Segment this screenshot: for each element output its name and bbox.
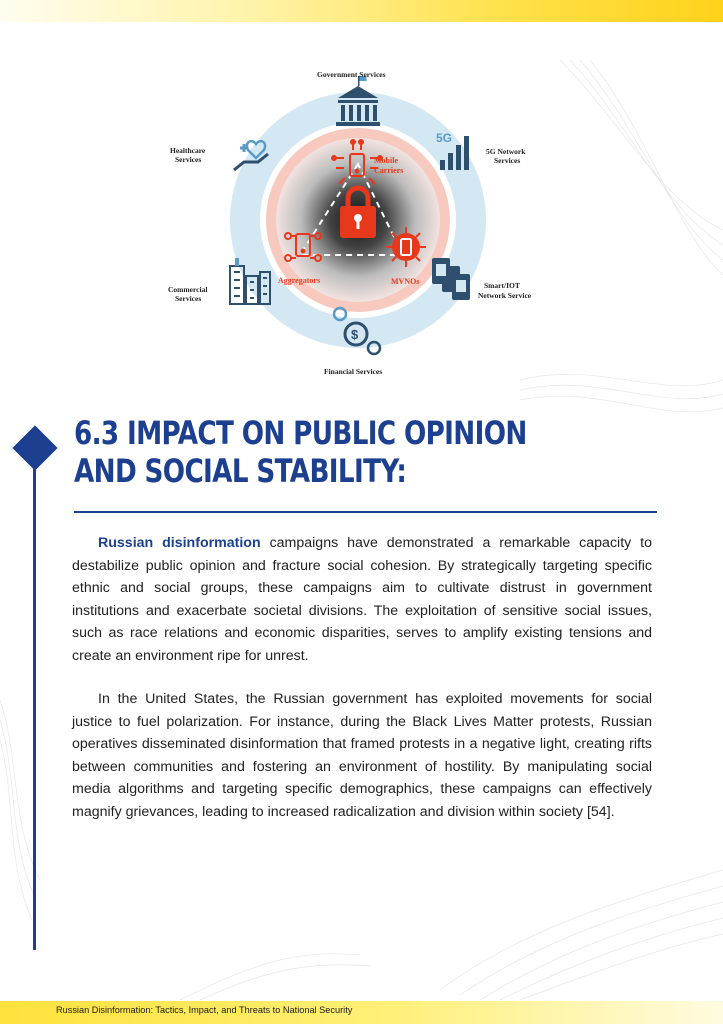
section-vertical-line xyxy=(33,460,36,950)
paragraph-1-highlight: Russian disinformation xyxy=(98,535,261,551)
footer-document-title: Russian Disinformation: Tactics, Impact, and Threats to National Security xyxy=(56,1005,353,1015)
mvnos-label: MVNOs xyxy=(391,277,420,286)
government-building-icon xyxy=(336,76,380,126)
smart-iot-label-2: Network Service xyxy=(478,291,532,300)
telecom-services-diagram xyxy=(160,60,560,380)
heading-line-1: 6.3 IMPACT ON PUBLIC OPINION xyxy=(74,414,527,452)
5g-network-label-1: 5G Network xyxy=(486,147,526,156)
5g-network-label-2: Services xyxy=(494,156,521,165)
commercial-label-2: Services xyxy=(175,294,202,303)
5g-icon-text: 5G xyxy=(436,131,453,145)
mobile-carriers-label-2: Carriers xyxy=(374,166,404,175)
heading-rule xyxy=(74,511,657,513)
smart-iot-label-1: Smart/IOT xyxy=(484,281,520,290)
financial-services-label: Financial Services xyxy=(324,367,383,376)
government-services-label: Government Services xyxy=(317,70,386,79)
heading-line-2: AND SOCIAL STABILITY: xyxy=(74,452,407,490)
aggregators-label: Aggregators xyxy=(278,276,321,285)
paragraph-1 xyxy=(72,532,652,668)
mobile-carriers-label-1: Mobile xyxy=(374,156,398,165)
section-heading xyxy=(74,414,527,490)
healthcare-label-2: Services xyxy=(175,155,202,164)
mvnos-icon xyxy=(386,227,426,267)
paragraph-2: In the United States, the Russian government has exploited movements for social justice to fuel polarization. For instance, during the Black Lives Matter protests, Russian operatives disseminated disinformation that framed protests in a negative light, creating rifts between communities and fostering an environment of hostility. By manipulating social media algorithms and targeting specific demographics, these campaigns can effectively magnify grievances, leading to increased radicalization and division within society [54]. xyxy=(72,691,652,820)
commercial-label-1: Commercial xyxy=(168,285,208,294)
svg-text:$: $ xyxy=(351,327,359,342)
paragraph-1-body: campaigns have demonstrated a remarkable capacity to destabilize public opinion and fracture social cohesion. By strategically targeting specific ethnic and social groups, these campaigns aim to cultivate distrust in government institutions and exacerbate societal divisions. The exploitation of sensitive social issues, such as race relations and economic disparities, serves to amplify existing tensions and create an environment ripe for unrest. xyxy=(72,535,652,664)
healthcare-label-1: Healthcare xyxy=(170,146,206,155)
